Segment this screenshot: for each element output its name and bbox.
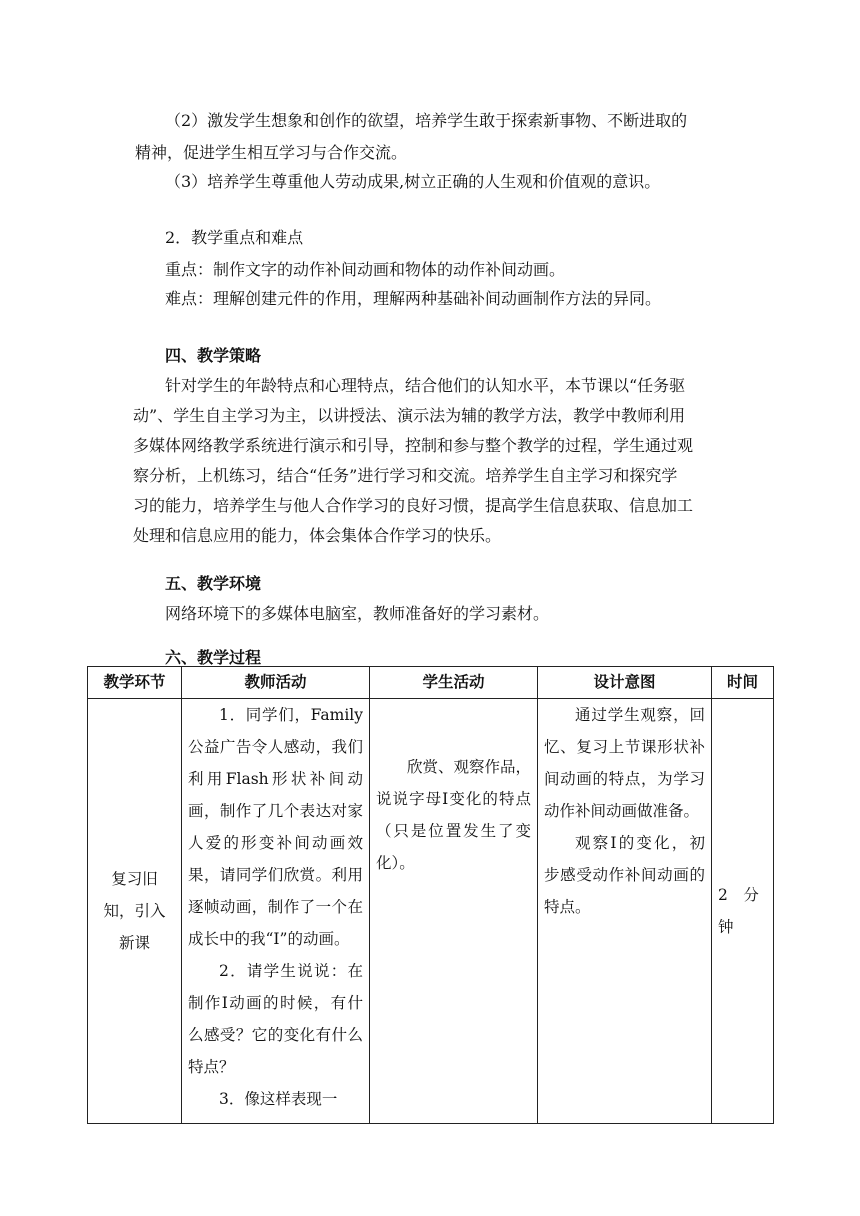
difficult-point: 难点：理解创建元件的作用，理解两种基础补间动画制作方法的异同。 bbox=[165, 289, 662, 308]
strategy-line: 处理和信息应用的能力，体会集体合作学习的快乐。 bbox=[133, 526, 502, 545]
design-paragraph: 观察I的变化，初步感受动作补间动画的特点。 bbox=[544, 834, 705, 916]
column-header: 设计意图 bbox=[538, 667, 712, 699]
strategy-line: 针对学生的年龄特点和心理特点，结合他们的认知水平，本节课以“任务驱 bbox=[165, 376, 686, 395]
stage-cell bbox=[88, 699, 182, 1124]
environment-text: 网络环境下的多媒体电脑室，教师准备好的学习素材。 bbox=[165, 604, 550, 623]
environment-heading: 五、教学环境 bbox=[165, 574, 262, 593]
column-header: 教师活动 bbox=[182, 667, 370, 699]
stage-text: 复习旧 知，引入 新课 bbox=[103, 870, 166, 952]
teaching-process-table bbox=[87, 666, 774, 1124]
strategy-line: 习的能力，培养学生与他人合作学习的良好习惯，提高学生信息获取、信息加工 bbox=[133, 496, 694, 515]
design-intent-cell bbox=[538, 699, 712, 1124]
column-header: 时间 bbox=[712, 667, 774, 699]
table-row bbox=[88, 699, 774, 1124]
teacher-activity-cell bbox=[182, 699, 370, 1124]
design-paragraph: 通过学生观察，回忆、复习上节课形状补间动画的特点，为学习动作补间动画做准备。 bbox=[544, 706, 705, 820]
student-text: 欣赏、观察作品，说说字母I变化的特点（只是位置发生了变化）。 bbox=[376, 758, 532, 872]
strategy-line: 察分析，上机练习，结合“任务”进行学习和交流。培养学生自主学习和探究学 bbox=[133, 466, 678, 485]
column-header: 教学环节 bbox=[88, 667, 182, 699]
teacher-paragraph: 3．像这样表现一 bbox=[219, 1090, 338, 1108]
column-header: 学生活动 bbox=[370, 667, 538, 699]
teacher-paragraph: 2．请学生说说：在制作I动画的时候，有什么感受？它的变化有什么特点？ bbox=[188, 962, 363, 1076]
table-header-row bbox=[88, 667, 774, 699]
goal-item-2-line-1: （2）激发学生想象和创作的欲望，培养学生敢于探索新事物、不断进取的 bbox=[165, 111, 688, 130]
process-heading: 六、教学过程 bbox=[165, 648, 262, 667]
goal-item-3: （3）培养学生尊重他人劳动成果,树立正确的人生观和价值观的意识。 bbox=[165, 172, 661, 191]
teacher-paragraph: 1．同学们，Family公益广告令人感动，我们利用Flash形状补间动画，制作了几个表达对家人爱的形变补间动画效果，请同学们欣赏。利用逐帧动画，制作了一个在成长中的我“I”的动画。 bbox=[188, 706, 363, 948]
strategy-line: 多媒体网络教学系统进行演示和引导，控制和参与整个教学的过程，学生通过观 bbox=[133, 436, 694, 455]
strategy-line: 动”、学生自主学习为主，以讲授法、演示法为辅的教学方法，教学中教师利用 bbox=[133, 406, 686, 425]
time-cell bbox=[712, 699, 774, 1124]
goal-item-2-line-2: 精神，促进学生相互学习与合作交流。 bbox=[135, 143, 408, 162]
time-text: 2 分钟 bbox=[718, 886, 759, 936]
strategy-heading: 四、教学策略 bbox=[165, 346, 262, 365]
key-points-heading: 2．教学重点和难点 bbox=[165, 228, 304, 247]
student-activity-cell bbox=[370, 699, 538, 1124]
key-point: 重点：制作文字的动作补间动画和物体的动作补间动画。 bbox=[165, 260, 566, 279]
